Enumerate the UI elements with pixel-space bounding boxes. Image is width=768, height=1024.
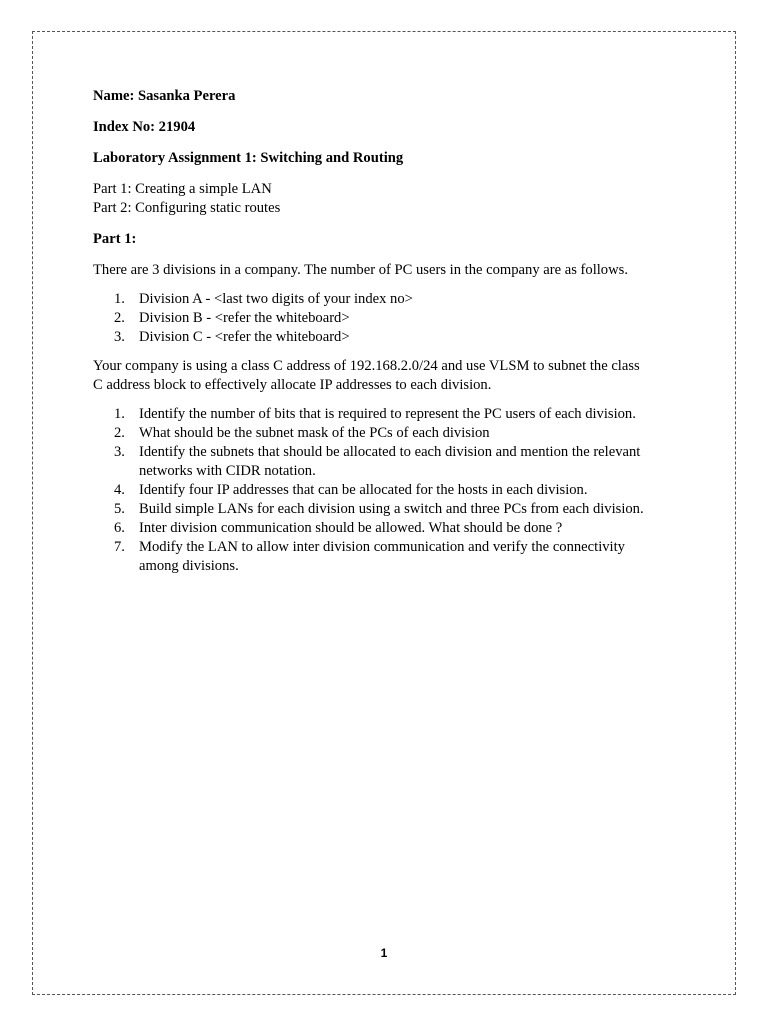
task-text: Build simple LANs for each division using a switch and three PCs from each division. bbox=[139, 501, 644, 517]
list-number: 4. bbox=[114, 482, 125, 498]
list-number: 3. bbox=[114, 444, 125, 460]
task-text: Identify the subnets that should be allocated to each division and mention the relevant bbox=[139, 444, 641, 460]
list-item bbox=[93, 443, 693, 481]
list-item bbox=[93, 290, 693, 309]
list-item bbox=[93, 309, 693, 328]
part1-heading: Part 1: bbox=[93, 231, 137, 247]
task-text-continued: among divisions. bbox=[139, 558, 239, 574]
part-overview-2: Part 2: Configuring static routes bbox=[93, 200, 281, 216]
list-number: 2. bbox=[114, 310, 125, 326]
list-item bbox=[93, 481, 693, 500]
list-item bbox=[93, 328, 693, 347]
list-item bbox=[93, 538, 693, 576]
division-a: Division A - <last two digits of your index no> bbox=[139, 291, 413, 307]
list-number: 3. bbox=[114, 329, 125, 345]
index-number: Index No: 21904 bbox=[93, 119, 196, 135]
task-text-continued: networks with CIDR notation. bbox=[139, 463, 316, 479]
part1-intro: There are 3 divisions in a company. The number of PC users in the company are as follows. bbox=[93, 262, 628, 278]
division-b: Division B - <refer the whiteboard> bbox=[139, 310, 350, 326]
list-item bbox=[93, 519, 693, 538]
list-item bbox=[93, 500, 693, 519]
list-item bbox=[93, 424, 693, 443]
tasks-list bbox=[93, 405, 693, 576]
task-text: Modify the LAN to allow inter division communication and verify the connectivity bbox=[139, 539, 625, 555]
list-number: 6. bbox=[114, 520, 125, 536]
document-body bbox=[93, 87, 693, 576]
description-line-2: C address block to effectively allocate IP addresses to each division. bbox=[93, 377, 492, 393]
task-text: Inter division communication should be allowed. What should be done ? bbox=[139, 520, 563, 536]
assignment-title: Laboratory Assignment 1: Switching and Routing bbox=[93, 150, 404, 166]
student-name: Name: Sasanka Perera bbox=[93, 88, 236, 104]
task-text: What should be the subnet mask of the PCs of each division bbox=[139, 425, 490, 441]
division-c: Division C - <refer the whiteboard> bbox=[139, 329, 350, 345]
divisions-list bbox=[93, 290, 693, 347]
list-number: 2. bbox=[114, 425, 125, 441]
part-overview-1: Part 1: Creating a simple LAN bbox=[93, 181, 272, 197]
list-item bbox=[93, 405, 693, 424]
list-number: 1. bbox=[114, 406, 125, 422]
parts-overview bbox=[93, 180, 693, 218]
list-number: 1. bbox=[114, 291, 125, 307]
description-line-1: Your company is using a class C address of 192.168.2.0/24 and use VLSM to subnet the class bbox=[93, 358, 640, 374]
part1-description bbox=[93, 357, 693, 395]
page-number: 1 bbox=[380, 946, 388, 960]
list-number: 7. bbox=[114, 539, 125, 555]
task-text: Identify the number of bits that is required to represent the PC users of each division. bbox=[139, 406, 636, 422]
list-number: 5. bbox=[114, 501, 125, 517]
task-text: Identify four IP addresses that can be allocated for the hosts in each division. bbox=[139, 482, 588, 498]
